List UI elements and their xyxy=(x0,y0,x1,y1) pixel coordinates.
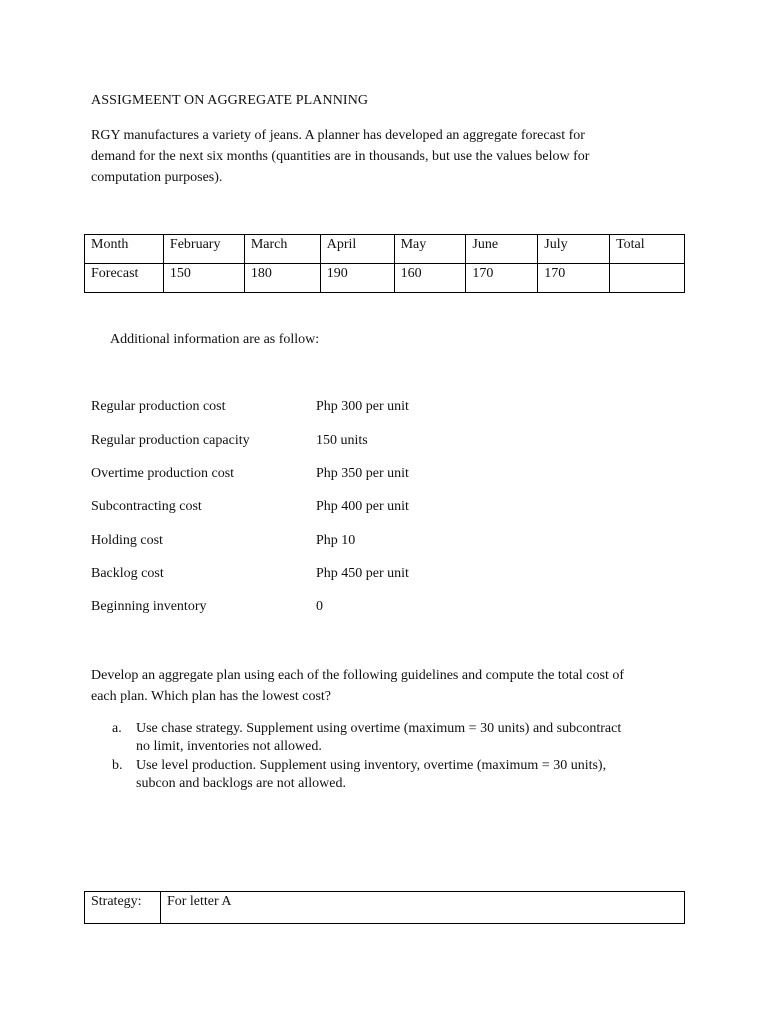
intro-paragraph xyxy=(91,125,691,188)
info-label: Beginning inventory xyxy=(91,599,207,614)
data-cell: Forecast xyxy=(85,264,164,293)
data-cell: 170 xyxy=(538,264,610,293)
header-cell: Month xyxy=(85,235,164,264)
forecast-data-row xyxy=(85,264,685,293)
header-cell: February xyxy=(163,235,244,264)
info-value: Php 450 per unit xyxy=(316,566,409,581)
forecast-header-row xyxy=(85,235,685,264)
intro-line: RGY manufactures a variety of jeans. A planner has developed an aggregate forecast for xyxy=(91,128,585,143)
info-value: Php 350 per unit xyxy=(316,466,409,481)
option-line: no limit, inventories not allowed. xyxy=(136,739,322,754)
header-cell: July xyxy=(538,235,610,264)
option-line: Use level production. Supplement using inventory, overtime (maximum = 30 units), xyxy=(136,758,607,773)
option-letter: a. xyxy=(112,721,122,736)
instructions-line: each plan. Which plan has the lowest cost? xyxy=(91,689,331,704)
header-cell: April xyxy=(320,235,394,264)
total-cell[interactable] xyxy=(610,264,685,293)
option-line: subcon and backlogs are not allowed. xyxy=(136,776,346,791)
info-label: Subcontracting cost xyxy=(91,499,202,514)
additional-info-heading: Additional information are as follow: xyxy=(110,332,320,347)
intro-line: computation purposes). xyxy=(91,170,223,185)
info-label: Regular production capacity xyxy=(91,433,250,448)
data-cell: 150 xyxy=(163,264,244,293)
info-value: Php 10 xyxy=(316,533,356,548)
data-cell: 190 xyxy=(320,264,394,293)
strategy-value: For letter A xyxy=(160,892,684,924)
strategy-label: Strategy: xyxy=(85,892,161,924)
intro-line: demand for the next six months (quantities are in thousands, but use the values below for xyxy=(91,149,590,164)
info-label: Holding cost xyxy=(91,533,163,548)
forecast-table xyxy=(84,234,685,293)
header-cell: June xyxy=(466,235,538,264)
info-value: Php 400 per unit xyxy=(316,499,409,514)
data-cell: 160 xyxy=(394,264,466,293)
info-label: Regular production cost xyxy=(91,399,226,414)
data-cell: 170 xyxy=(466,264,538,293)
strategy-row xyxy=(85,892,685,924)
option-letter: b. xyxy=(112,758,123,773)
header-cell: Total xyxy=(610,235,685,264)
info-label: Overtime production cost xyxy=(91,466,235,481)
info-value: 150 units xyxy=(316,433,368,448)
instructions-paragraph xyxy=(91,665,681,707)
info-label: Backlog cost xyxy=(91,566,164,581)
info-value: Php 300 per unit xyxy=(316,399,409,414)
instructions-line: Develop an aggregate plan using each of the following guidelines and compute the total cost of xyxy=(91,668,625,683)
info-value: 0 xyxy=(316,599,323,614)
strategy-table xyxy=(84,891,685,924)
data-cell: 180 xyxy=(244,264,320,293)
document-title: ASSIGMEENT ON AGGREGATE PLANNING xyxy=(91,93,369,108)
header-cell: May xyxy=(394,235,466,264)
header-cell: March xyxy=(244,235,320,264)
option-line: Use chase strategy. Supplement using overtime (maximum = 30 units) and subcontract xyxy=(136,721,622,736)
